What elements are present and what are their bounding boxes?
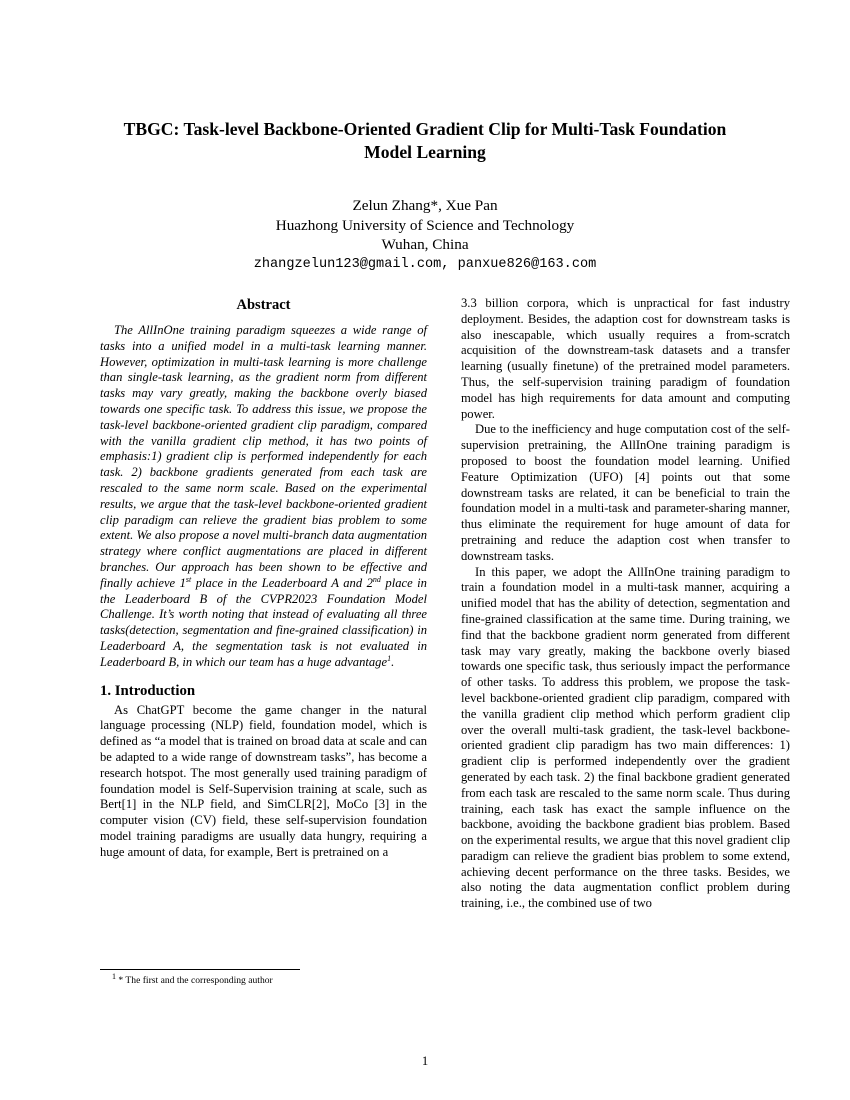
footnote-text: * The first and the corresponding author (116, 975, 273, 986)
superscript-nd: nd (372, 574, 381, 584)
introduction-heading: 1. Introduction (100, 682, 196, 699)
affiliation: Huazhong University of Science and Technology (275, 216, 575, 234)
location: Wuhan, China (381, 236, 469, 253)
intro-paragraph-2: Due to the inefficiency and huge computation cost of the self-supervision pretraining, the AllInOne training paradigm is proposed to boost the foundation model learning. Unified Feature Optimization (UFO) [4] points out that some downstream tasks are related, it can be beneficial to train the foundation model in a multi-task and parameter-sharing manner, thus eliminate the requirement for huge amount of data for pretraining and reduce the adaption cost when transfer to downstream tasks. (461, 422, 790, 563)
footnote (100, 971, 273, 987)
abstract-text: The AllInOne training paradigm squeezes a wide range of tasks into a unified model in a multi-task learning manner. However, optimization in multi-task learning is more challenge than single-task learning, as the gradient norm from different tasks may vary greatly, making the backbone overly biased towards one specific task. To address this issue, we propose the task-level backbone-oriented gradient clip paradigm, compared with the vanilla gradient clip method, it has two points of emphasis:1) gradient clip is performed independently for each task. 2) backbone gradients generated from each task are rescaled to the same norm scale. Based on the experimental results, we argue that the task-level backbone-oriented gradient clip paradigm can relieve the gradient bias problem to some extent. We also propose a novel multi-branch data augmentation strategy where conflict augmentations are placed in different branches. Our approach has been shown to be effective and finally achieve 1st place in the Leaderboard A and 2nd place in the Leaderboard B of the CVPR2023 Foundation Model Challenge. It’s worth noting that instead of evaluating all three tasks(detection, segmentation and fine-grained classification) in Leaderboard A, the segmentation task is not evaluated in Leaderboard B, in which our team has a huge advantage$^1$. (100, 323, 427, 669)
abstract-heading: Abstract (236, 297, 291, 313)
superscript-st: st (185, 574, 192, 584)
author-emails: zhangzelun123@gmail.com, panxue826@163.com (253, 256, 597, 272)
paper-title (60, 118, 790, 164)
intro-paragraph-1-continued: 3.3 billion corpora, which is unpractical for fast industry deployment. Besides, the adaption cost for downstream tasks is also inescapable, which usually requires a from-scratch acquisition of the downstream-task datasets and a transfer learning (usually finetune) of the pretrained model parameters. Thus, the self-supervision training paradigm of foundation model has high requirements for data amount and computing power. (461, 296, 790, 421)
author-block (100, 196, 750, 274)
left-column (100, 294, 427, 861)
page-number: 1 (421, 1054, 429, 1068)
footnote-marker[interactable]: 1 (387, 653, 392, 663)
footnote-divider (100, 969, 300, 970)
title-line-2: Model Learning (364, 142, 486, 162)
author-names: Zelun Zhang*, Xue Pan (352, 197, 498, 214)
intro-paragraph-3: In this paper, we adopt the AllInOne training paradigm to train a foundation model in a multi-task manner, acquiring a unified model that has the ability of detection, segmentation and fine-grained classification at the same time. During training, we find that the backbone gradient norm generated from different task may vary greatly, making the backbone overly biased towards one specific task, thus seriously impact the performance of other tasks. To address this problem, we propose the task-level backbone-oriented gradient clip paradigm, compared with the vanilla gradient clip method which perform gradient clip over the overall multi-task gradient, the task-level backbone-oriented gradient clip paradigm has two main differences: 1) gradient clip is performed independently over the gradient generated by each task. 2) the final backbone gradient generated from each task are rescaled to the same norm scale. Thus during training, each task has exact the sample influence on the backbone, avoiding the backbone gradient bias problem. Based on the experimental results, we argue that this novel gradient clip paradigm can relieve the gradient bias problem to some extend, achieving decent performance on the three tasks. Besides, we also noting the data augmentation conflict problem during training, i.e., the combined use of two (461, 564, 790, 911)
title-line-1: TBGC: Task-level Backbone-Oriented Gradient Clip for Multi-Task Foundation (123, 119, 727, 139)
intro-paragraph-1: As ChatGPT become the game changer in the natural language processing (NLP) field, foundation model, which is defined as “a model that is trained on broad data at scale and can be adapted to a wide range of downstream tasks”, has become a research hotspot. The most generally used training paradigm of foundation model is Self-Supervision training at scale, such as Bert[1] in the NLP field, and SimCLR[2], MoCo [3] in the computer vision (CV) field, these self-supervision foundation model training paradigms are usually data hungry, requiring a huge amount of data, for example, Bert is pretrained on a (100, 702, 427, 859)
footnote-number: 1 (112, 971, 116, 981)
right-column (461, 296, 790, 912)
